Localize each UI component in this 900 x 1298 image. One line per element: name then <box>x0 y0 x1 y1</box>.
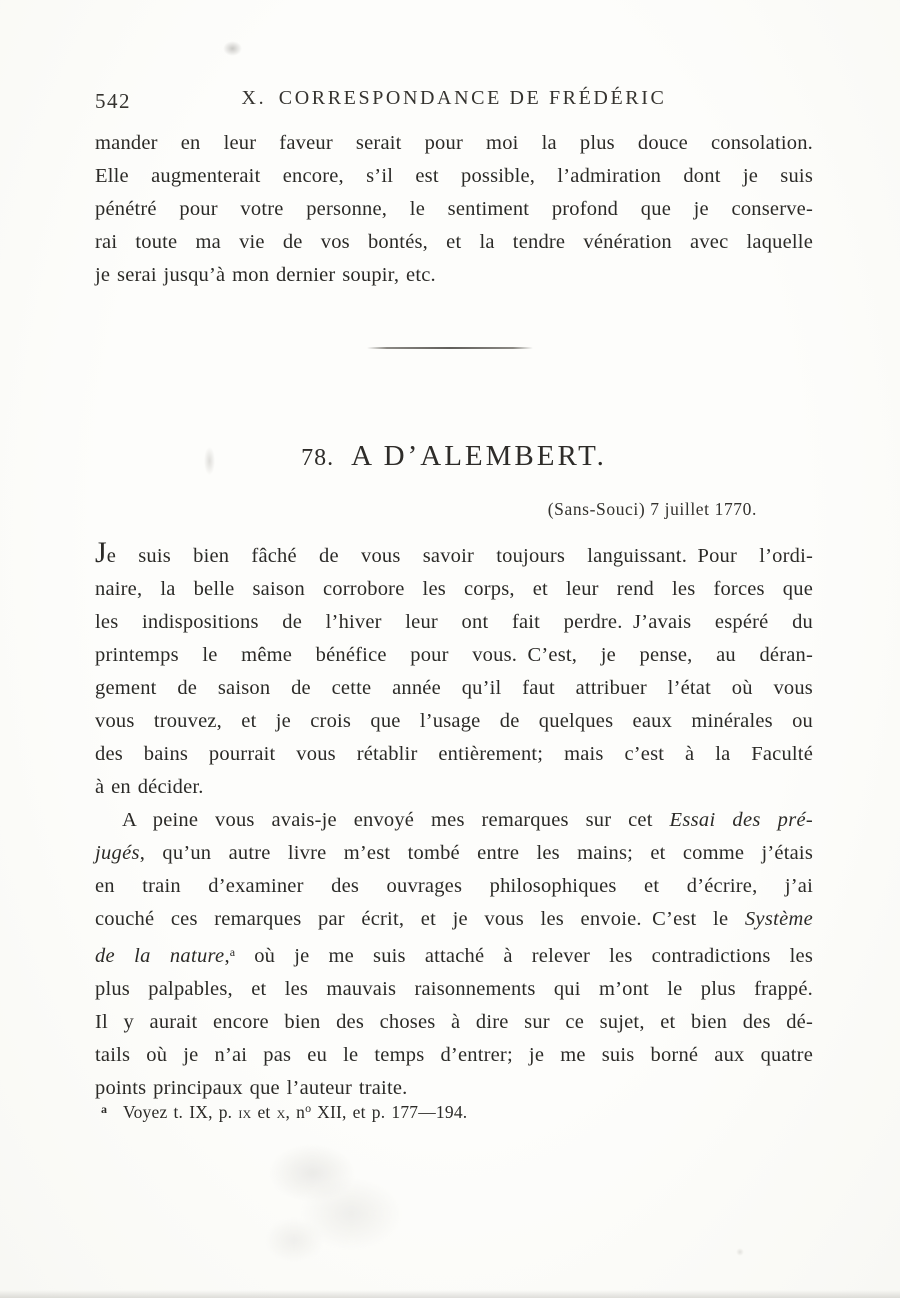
text-line: des bains pourrait vous rétablir entièrement; mais c’est à la Faculté <box>95 743 813 765</box>
emphasis-text: de la nature <box>95 945 225 967</box>
intro-paragraph <box>95 127 813 292</box>
text-line: plus palpables, et les mauvais raisonnements qui m’ont le plus frappé. <box>95 978 813 1000</box>
scan-smudge <box>223 41 242 56</box>
text-line: Il y aurait encore bien des choses à dire sur ce sujet, et bien des dé- <box>95 1011 813 1033</box>
text-line: printemps le même bénéfice pour vous. C’est, je pense, au déran- <box>95 644 813 666</box>
footnote-reference: o <box>305 1101 312 1115</box>
text-line: points principaux que l’auteur traite. <box>95 1077 408 1099</box>
scan-edge-shadow <box>0 1290 900 1298</box>
text-line: en train d’examiner des ouvrages philosophiques et d’écrire, j’ai <box>95 875 813 897</box>
page-number: 542 <box>95 89 131 113</box>
text-line: de la nature,$^a$ où je me suis attaché à relever les contradictions les <box>95 945 814 967</box>
text-line: les indispositions de l’hiver leur ont fait perdre. J’avais espéré du <box>95 611 813 633</box>
text-line: jugés, qu’un autre livre m’est tombé entre les mains; et comme j’étais <box>95 842 813 864</box>
dateline: (Sans-Souci) 7 juillet 1770. <box>547 499 757 519</box>
letter-number: 78. <box>301 445 335 471</box>
scan-smudge <box>204 447 215 475</box>
section-divider-rule <box>367 347 533 349</box>
emphasis-text: Essai des pré- <box>669 809 814 831</box>
emphasis-text: ix <box>238 1102 252 1122</box>
text-line: tails où je n’ai pas eu le temps d’entrer; je me suis borné aux quatre <box>95 1044 813 1066</box>
text-line: Je suis bien fâché de vous savoir toujours languissant. Pour l’ordi- <box>95 536 813 569</box>
letter-body <box>95 538 813 1105</box>
text-line: rai toute ma vie de vos bontés, et la tendre vénération avec laquelle <box>95 231 813 253</box>
text-line: couché ces remarques par écrit, et je vous les envoie. C’est le Système <box>95 908 813 930</box>
text-line: mander en leur faveur serait pour moi la plus douce consolation. <box>95 132 813 154</box>
text-line: A peine vous avais-je envoyé mes remarques sur cet Essai des pré- <box>122 809 814 831</box>
scan-smudge <box>736 1248 744 1256</box>
text-line: pénétré pour votre personne, le sentiment profond que je conserve- <box>95 198 813 220</box>
running-title: X. CORRESPONDANCE DE FRÉDÉRIC <box>241 87 667 109</box>
paragraph <box>95 804 813 1105</box>
letter-title: A D’ALEMBERT. <box>351 440 607 472</box>
paragraph <box>95 538 813 804</box>
text-line: naire, la belle saison corrobore les corps, et leur rend les forces que <box>95 578 813 600</box>
text-line: à en décider. <box>95 776 204 798</box>
emphasis-text: x <box>276 1102 286 1122</box>
page-header <box>95 87 813 113</box>
emphasis-text: jugés <box>95 842 140 864</box>
letter-heading <box>95 440 813 473</box>
text-line: je serai jusqu’à mon dernier soupir, etc. <box>95 264 436 286</box>
footnote <box>95 1096 813 1124</box>
text-line: gement de saison de cette année qu’il faut attribuer l’état où vous <box>95 677 813 699</box>
text-line: vous trouvez, et je crois que l’usage de quelques eaux minérales ou <box>95 710 813 732</box>
initial-capital: J <box>95 536 107 569</box>
text-line: Elle augmenterait encore, s’il est possible, l’admiration dont je suis <box>95 165 813 187</box>
scan-smudge <box>225 1135 455 1270</box>
footnote-reference: a <box>229 945 236 959</box>
emphasis-text: Système <box>744 908 813 930</box>
footnote-marker: a <box>101 1102 107 1116</box>
text-line: $^a$ Voyez t. IX, p. ix et x, $n^o$ XII, et p. 177—194. <box>101 1101 468 1122</box>
